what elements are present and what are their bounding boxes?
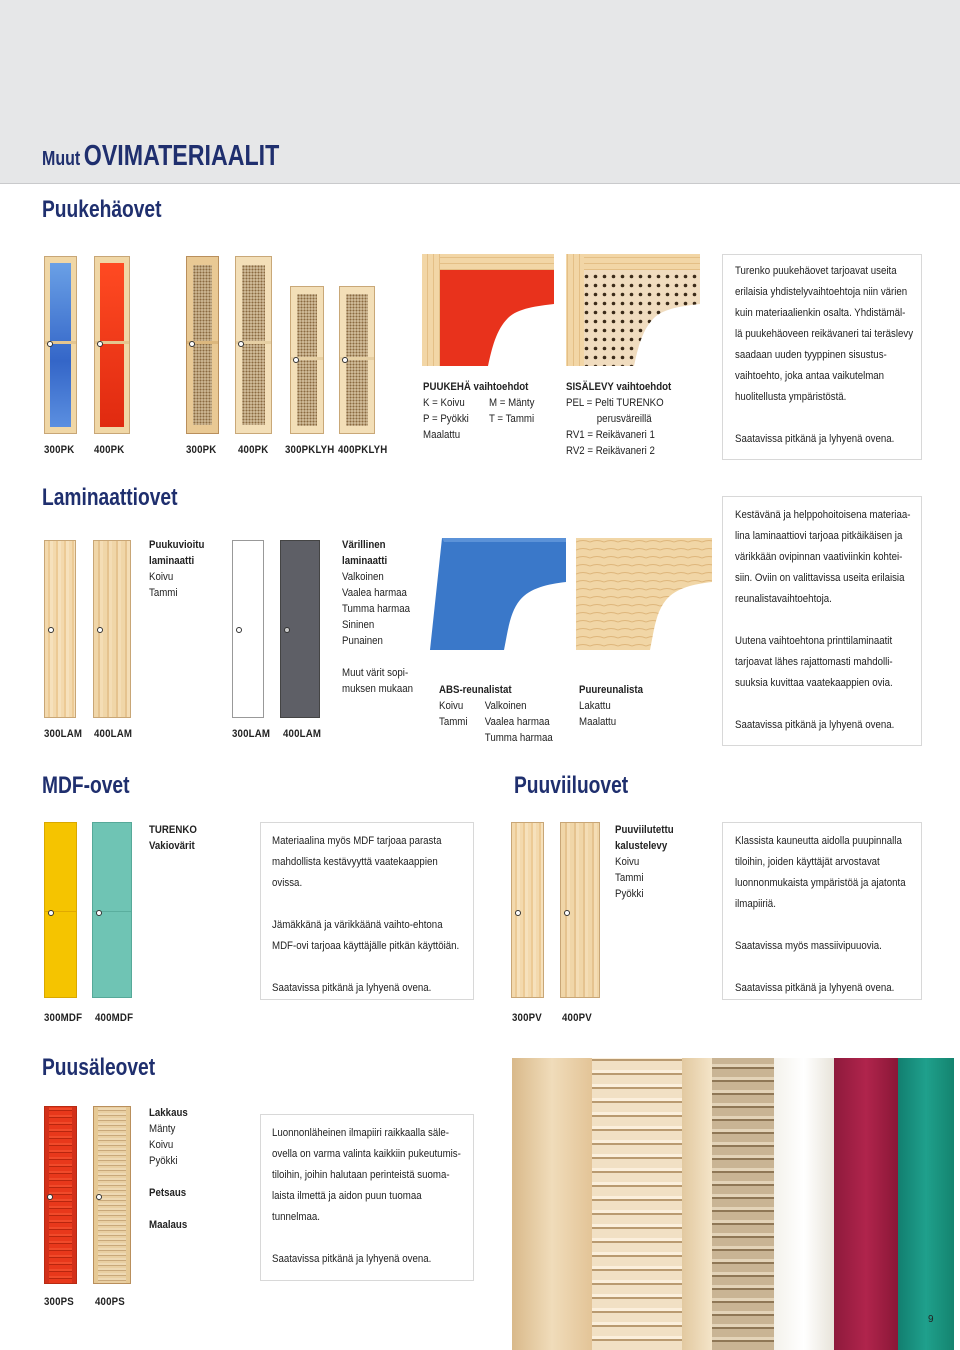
availability-note: Saatavissa pitkänä ja lyhyenä ovena. bbox=[272, 982, 432, 994]
door-300mdf-yellow bbox=[44, 822, 77, 998]
door-code: 300LAM bbox=[44, 728, 83, 740]
door-300pklyh-perforated bbox=[290, 286, 324, 434]
puuviilu-options: Puuviilutettu kalustelevy Koivu Tammi Pyökki bbox=[615, 824, 674, 900]
corner-detail-wood-edge bbox=[576, 538, 712, 650]
door-400pk-red bbox=[94, 256, 130, 434]
door-300pk-blue bbox=[44, 256, 77, 434]
door-code: 300MDF bbox=[44, 1012, 83, 1024]
muut-varit-note: Muut värit sopi- muksen mukaan bbox=[342, 667, 414, 695]
door-code: 400PS bbox=[95, 1296, 125, 1308]
door-code: 400LAM bbox=[283, 728, 322, 740]
corner-detail-red-panel bbox=[418, 254, 554, 366]
door-400lam-grey bbox=[280, 540, 320, 718]
option-item: perusväreillä bbox=[596, 413, 652, 425]
sisalevy-options bbox=[566, 379, 689, 459]
door-400pv bbox=[560, 822, 600, 998]
door-code: 400PK bbox=[94, 444, 125, 456]
door-400pk-perforated bbox=[235, 256, 272, 434]
varillinen-options: Värillinen laminaatti Valkoinen Vaalea harmaa Tumma harmaa Sininen Punainen bbox=[342, 539, 410, 647]
title-big: OVIMATERIAALIT bbox=[83, 140, 280, 172]
corner-detail-perforated-panel bbox=[564, 254, 700, 366]
options-heading: PUUKEHÄ vaihtoehdot bbox=[423, 381, 529, 393]
option-item: T = Tammi bbox=[489, 413, 535, 425]
option-item: M = Mänty bbox=[489, 397, 535, 409]
info-text: Materiaalina myös MDF tarjoaa parasta mahdollista kestävyyttä vaatekaappien ovissa. Jämäkkänä ja värikkäänä vaihto-ehtona MDF-ovi tarjoaa käyttäjälle pitkän käyttöiän. Saatavissa pitkänä ja lyhyenä ovena. bbox=[272, 831, 459, 999]
info-box-puukehaovet bbox=[722, 254, 922, 460]
door-code: 300PK bbox=[186, 444, 217, 456]
option-item: RV2 = Reikävaneri 2 bbox=[566, 445, 655, 457]
title-small: Muut bbox=[42, 148, 81, 170]
section-title-puusale: Puusäleovet bbox=[42, 1054, 156, 1081]
page-title bbox=[42, 140, 279, 173]
option-item: PEL = Pelti TURENKO bbox=[566, 397, 664, 409]
info-box-puuviilu bbox=[722, 822, 922, 1000]
door-code: 300PV bbox=[512, 1012, 542, 1024]
info-text: Turenko puukehäovet tarjoavat useita erilaisia yhdistelyvaihtoehtoja niin värien kuin materiaalienkin osalta. Yhdistämäl- lä puukehäoveen reikävaneri tai teräslevy saadaan uuden tyyppinen sisustus- vaihtoehto, joka antaa vaikutelman huolitellusta ympäristöstä. Saatavissa pitkänä ja lyhyenä ovena. bbox=[735, 261, 913, 450]
door-code: 400PK bbox=[238, 444, 269, 456]
door-400lam-oak bbox=[93, 540, 131, 718]
option-item: Maalattu bbox=[423, 429, 461, 441]
door-code: 400MDF bbox=[95, 1012, 134, 1024]
door-code: 400PV bbox=[562, 1012, 592, 1024]
option-item: P = Pyökki bbox=[423, 413, 469, 425]
section-title-puukehaovet: Puukehäovet bbox=[42, 196, 162, 223]
info-box-mdf bbox=[260, 822, 474, 1000]
section-title-puuviilu: Puuviiluovet bbox=[514, 772, 629, 799]
door-400pklyh-perforated bbox=[339, 286, 375, 434]
section-title-laminaattiovet: Laminaattiovet bbox=[42, 484, 178, 511]
door-300pv bbox=[511, 822, 544, 998]
puukuvioitu-options: Puukuvioitu laminaatti Koivu Tammi bbox=[149, 539, 205, 599]
mdf-options: TURENKO Vakiovärit bbox=[149, 824, 197, 852]
info-box-laminaattiovet bbox=[722, 496, 922, 746]
door-300lam-white bbox=[232, 540, 264, 718]
availability-note: Saatavissa pitkänä ja lyhyenä ovena. bbox=[272, 1253, 432, 1265]
door-400ps-wood-louvre bbox=[93, 1106, 131, 1284]
door-code: 400PKLYH bbox=[338, 444, 388, 456]
availability-note: Saatavissa pitkänä ja lyhyenä ovena. bbox=[735, 982, 895, 994]
abs-reunalistat-options: ABS-reunalistat Koivu Tammi Valkoinen Vaalea harmaa Tumma harmaa bbox=[439, 684, 553, 744]
door-400mdf-teal bbox=[92, 822, 132, 998]
door-code: 300LAM bbox=[232, 728, 271, 740]
door-code: 300PKLYH bbox=[285, 444, 335, 456]
photo-louvre-doors bbox=[512, 1058, 954, 1350]
door-code: 300PS bbox=[44, 1296, 74, 1308]
puusale-options: Lakkaus Mänty Koivu Pyökki Petsaus Maalaus bbox=[149, 1107, 188, 1231]
info-text: Klassista kauneutta aidolla puupinnalla tiloihin, joiden käyttäjät arvostavat luonnonmukaista ympäristöä ja ajatonta ilmapiiriä. Saatavissa myös massiivipuuovia. Saatavissa pitkänä ja lyhyenä ovena. bbox=[735, 831, 906, 999]
door-code: 400LAM bbox=[94, 728, 133, 740]
door-300ps-red-louvre bbox=[44, 1106, 77, 1284]
info-text: Luonnonläheinen ilmapiiri raikkaalla säle- ovella on varma valinta kaikkiin pukeutumis- tiloihin, joihin halutaan perinteistä suoma- laista ilmettä ja aidon puun tuomaa tunnelmaa. Saatavissa pitkänä ja lyhyenä ovena. bbox=[272, 1123, 461, 1270]
options-heading: SISÄLEVY vaihtoehdot bbox=[566, 381, 672, 393]
puureunalista-options: Puureunalista Lakattu Maalattu bbox=[579, 684, 644, 728]
puukeha-options bbox=[423, 379, 555, 443]
door-code: 300PK bbox=[44, 444, 75, 456]
page-number: 9 bbox=[928, 1314, 934, 1325]
availability-note: Saatavissa pitkänä ja lyhyenä ovena. bbox=[735, 433, 895, 445]
door-300pk-perforated bbox=[186, 256, 219, 434]
corner-detail-abs-edge bbox=[430, 538, 566, 650]
option-item: RV1 = Reikävaneri 1 bbox=[566, 429, 655, 441]
door-300lam-birch bbox=[44, 540, 76, 718]
info-text: Kestävänä ja helppohoitoisena materiaa- lina laminaattiovi tarjoaa pitkäikäisen ja värikkään ovipinnan vaativiinkin kohtei- siin. Oviin on valittavissa useita erilaisia reunalistavaihtoehtoja. Uutena vaihtoehtona printtilaminaatit tarjoavat lähes rajattomasti mahdolli- suuksia kuvittaa vaatekaappien ovia. Saatavissa pitkänä ja lyhyenä ovena. bbox=[735, 505, 910, 736]
availability-note: Saatavissa pitkänä ja lyhyenä ovena. bbox=[735, 719, 895, 731]
section-title-mdf: MDF-ovet bbox=[42, 772, 130, 799]
option-item: K = Koivu bbox=[423, 397, 465, 409]
info-box-puusale bbox=[260, 1114, 474, 1281]
